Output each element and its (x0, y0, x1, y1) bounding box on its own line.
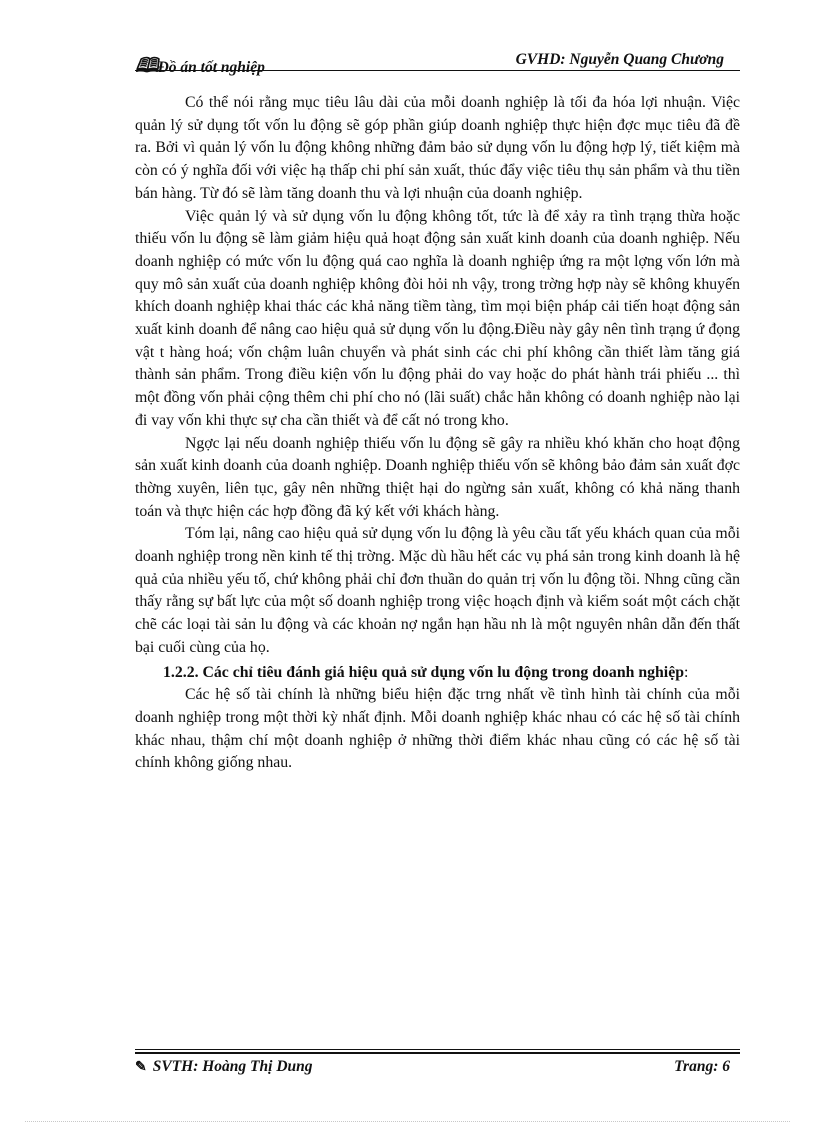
page-bottom-border (25, 1121, 790, 1122)
section-heading-text: 1.2.2. Các chỉ tiêu đánh giá hiệu quả sử dụng vốn lu động trong doanh nghiệp (163, 663, 684, 681)
paragraph-5: Các hệ số tài chính là những biểu hiện đặc trng nhất về tình hình tài chính của mỗi doanh nghiệp trong một thời kỳ nhất định. Mỗi doanh nghiệp khác nhau có các hệ số tài chính khác nhau, thậm chí một doanh nghiệp ở những thời điểm khác nhau cũng có các hệ số tài chính không giống nhau. (135, 686, 740, 772)
header-left (135, 51, 265, 85)
paragraph-3: Ngợc lại nếu doanh nghiệp thiếu vốn lu động sẽ gây ra nhiều khó khăn cho hoạt động sản xuất kinh doanh của doanh nghiệp. Doanh nghiệp thiếu vốn sẽ không bảo đảm sản xuất đợc thờng xuyên, liên tục, gây nên những thiệt hại do ngừng sản xuất, không có khả năng thanh toán và thực hiện các hợp đồng đã ký kết với khách hàng. (135, 434, 740, 520)
section-heading-colon: : (684, 663, 689, 681)
paragraph-4: Tóm lại, nâng cao hiệu quả sử dụng vốn lu động là yêu cầu tất yếu khách quan của mỗi doanh nghiệp trong nền kinh tế thị trờng. Mặc dù hầu hết các vụ phá sản trong kinh doanh là hệ quả của nhiều yếu tố, chứ không phải chỉ đơn thuần do quản trị vốn lu động tồi. Nhng cũng cần thấy rằng sự bất lực của một số doanh nghiệp trong việc hoạch định và kiểm soát một cách chặt chẽ các loại tài sản lu động và các khoản nợ ngắn hạn hầu nh là một nguyên nhân dẫn đến thất bại cuối cùng của họ. (135, 525, 740, 656)
page-header (135, 50, 740, 77)
book-icon: 🕮 (135, 55, 157, 77)
document-type-label: Đồ án tốt nghiệp (157, 59, 265, 76)
header-divider (135, 70, 740, 71)
paragraph-1: Có thể nói rằng mục tiêu lâu dài của mỗi doanh nghiệp là tối đa hóa lợi nhuận. Việc quản lý sử dụng tốt vốn lu động sẽ góp phần giúp doanh nghiệp thực hiện đợc mục tiêu đã đề ra. Bởi vì quản lý vốn lu động không những đảm bảo sử dụng vốn lu động hợp lý, tiết kiệm mà còn có ý nghĩa đối với việc hạ thấp chi phí sản xuất, thúc đẩy việc tiêu thụ sản phẩm và thu tiền bán hàng. Từ đó sẽ làm tăng doanh thu và lợi nhuận của doanh nghiệp. (135, 94, 740, 202)
page-body (135, 92, 740, 775)
student-label: SVTH: Hoàng Thị Dung (152, 1058, 313, 1075)
supervisor-label: GVHD: Nguyễn Quang Chương (515, 51, 724, 68)
section-heading (135, 662, 740, 685)
pencil-icon: ✎ (135, 1060, 147, 1075)
footer-left (135, 1058, 313, 1076)
footer-divider (135, 1049, 740, 1055)
paragraph-2: Việc quản lý và sử dụng vốn lu động không tốt, tức là để xảy ra tình trạng thừa hoặc thiếu vốn lu động sẽ làm giảm hiệu quả hoạt động sản xuất kinh doanh của doanh nghiệp. Nếu doanh nghiệp có mức vốn lu động quá cao nghĩa là doanh nghiệp ứng ra một lợng vốn lớn mà quy mô sản xuất của doanh nghiệp không đòi hỏi nh vậy, trong trờng hợp này sẽ không khuyến khích doanh nghiệp khai thác các khả năng tiềm tàng, tìm mọi biện pháp cải tiến hoạt động sản xuất kinh doanh để nâng cao hiệu quả sử dụng vốn lu động.Điều này gây nên tình trạng ứ đọng vật t hàng hoá; vốn chậm luân chuyển và phát sinh các chi phí không cần thiết làm tăng giá thành sản phẩm. Trong điều kiện vốn lu động phải do vay hoặc do phát hành trái phiếu ... thì một đồng vốn phải cộng thêm chi phí cho nó (lãi suất) chắc hẳn không có doanh nghiệp nào lại đi vay vốn khi thực sự cha cần thiết và để cất nó trong kho. (135, 207, 740, 429)
page-footer (135, 1058, 740, 1080)
page-number: Trang: 6 (674, 1058, 730, 1075)
